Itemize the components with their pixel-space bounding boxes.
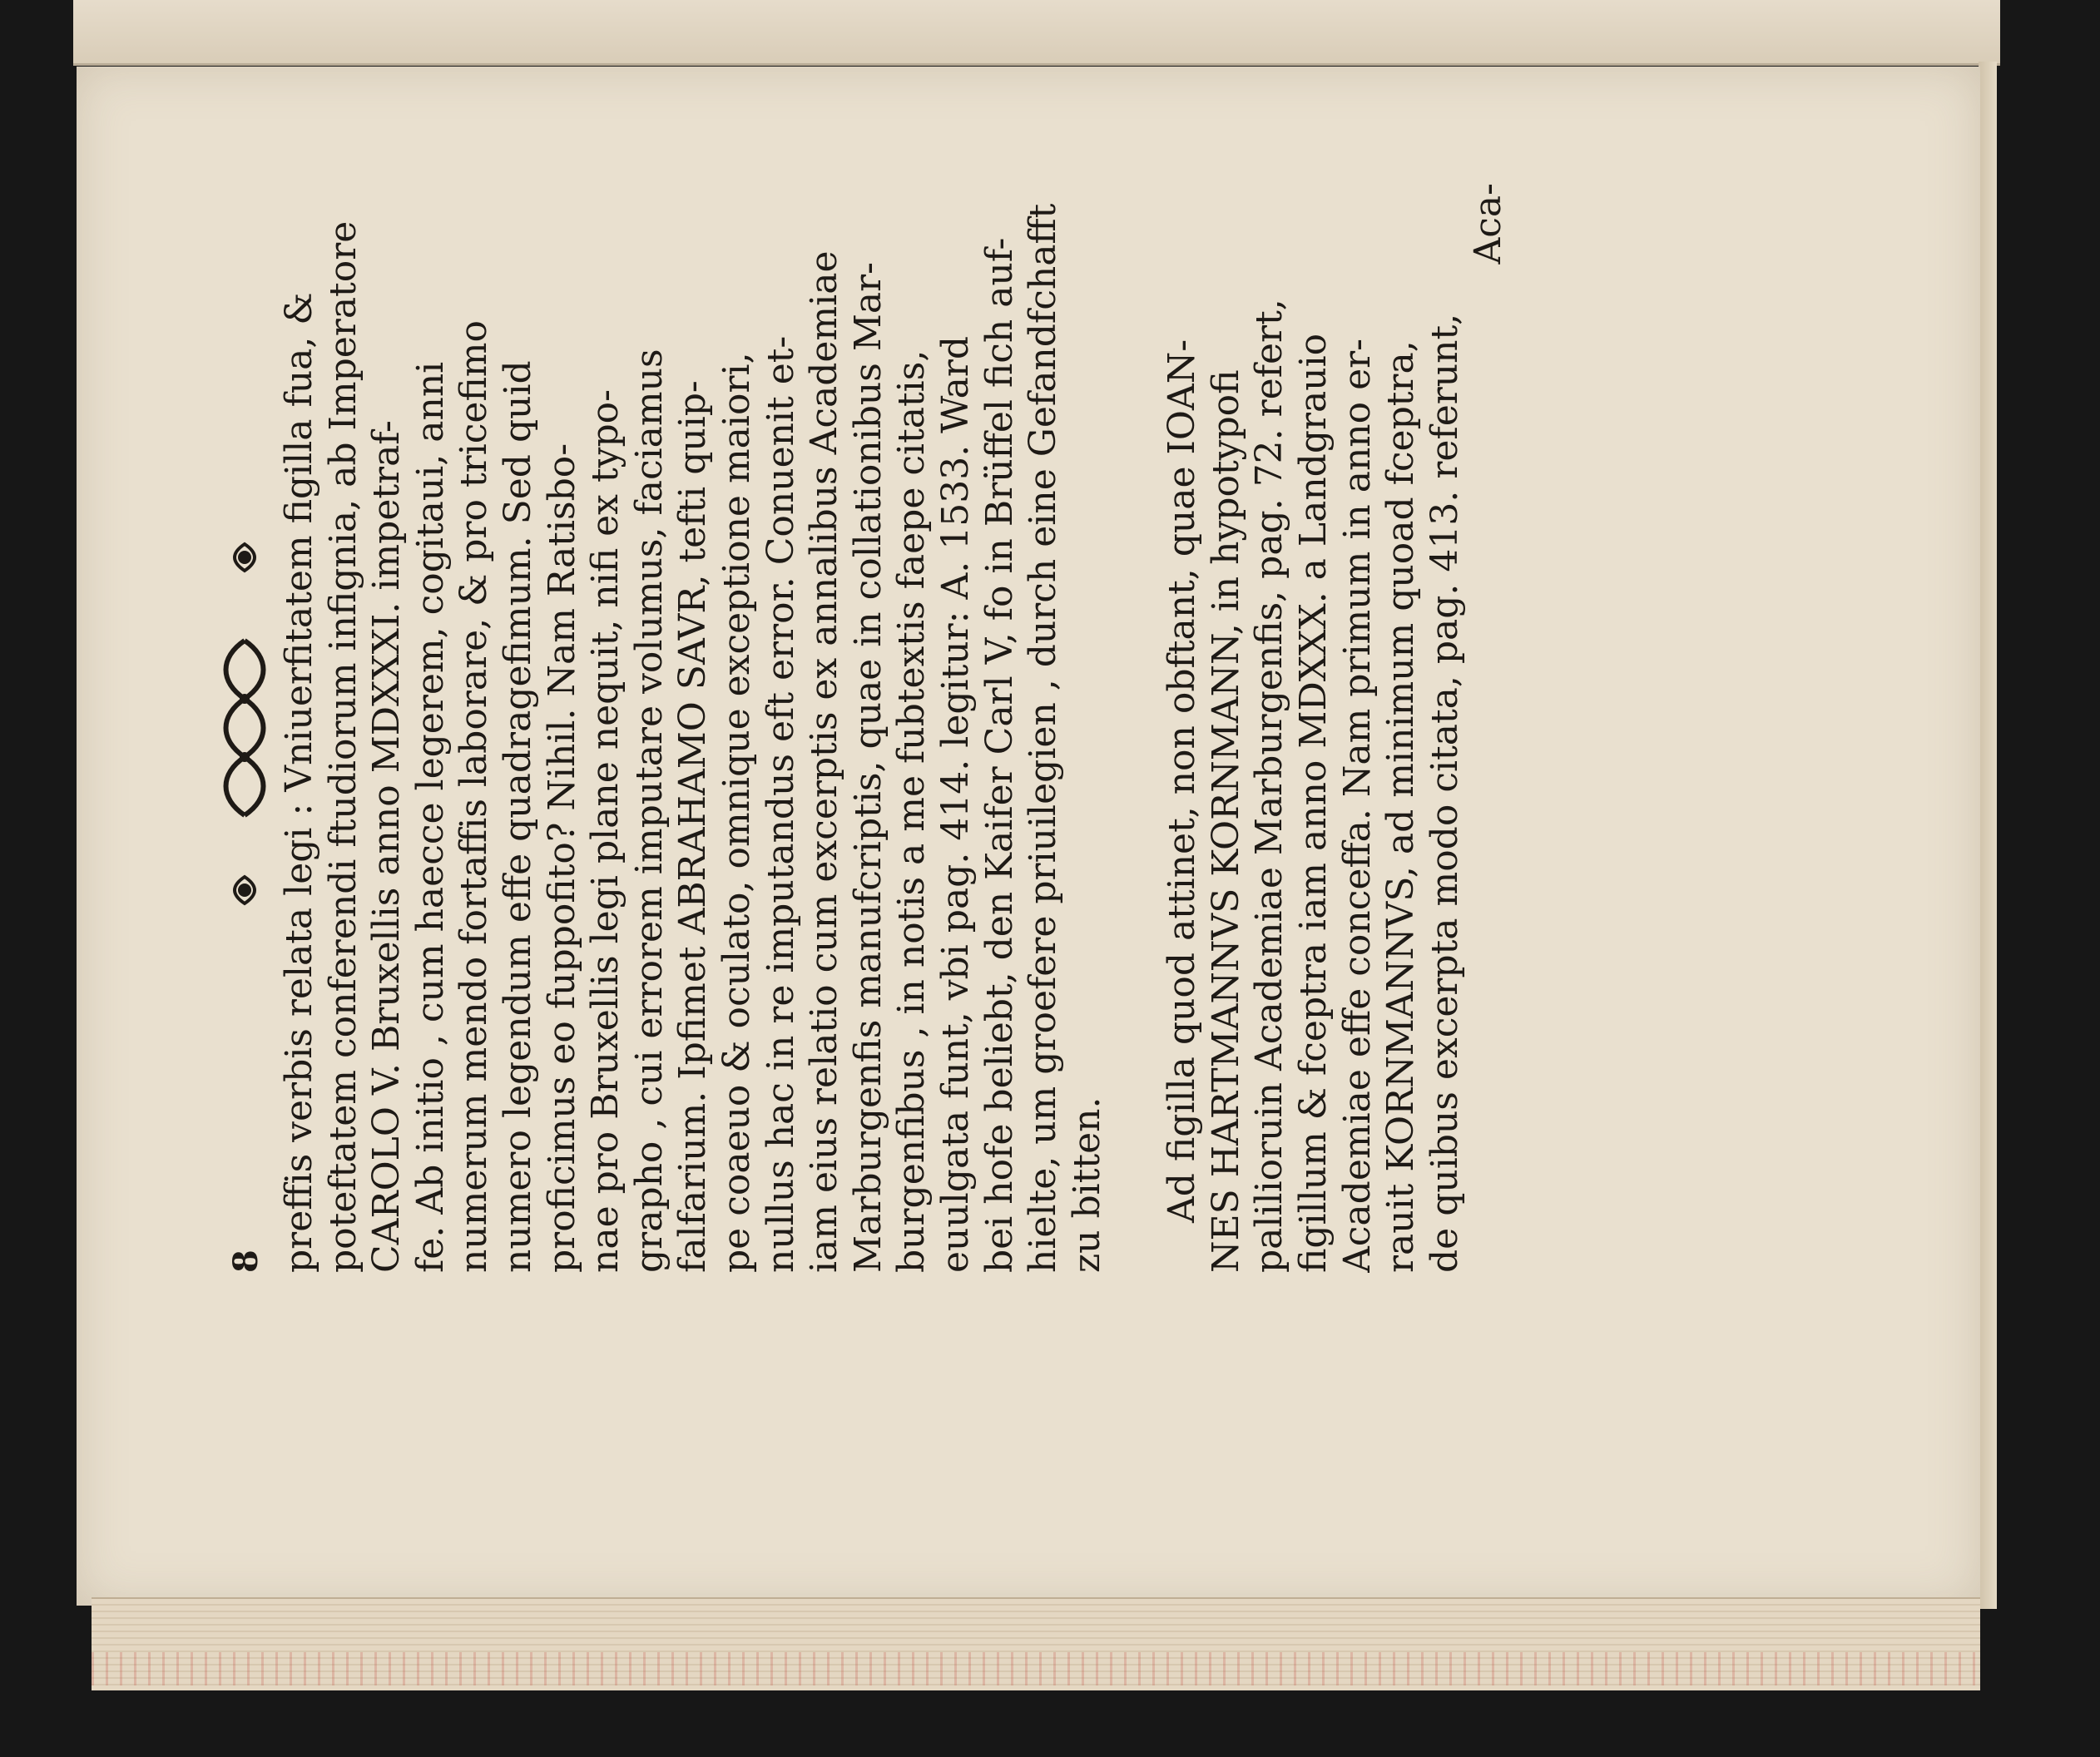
text-line: NES HARTMANNVS KORNMANN, in hypotypofi — [1204, 369, 1247, 1273]
text-line: numerum mendo fortaffis laborare, & pro tricefimo — [453, 319, 496, 1273]
text-line: burgenfibus , in notis a me fubtextis faepe citatis, — [890, 349, 934, 1273]
text-line: preffis verbis relata legi : Vniuerfitatem figilla fua, & — [278, 292, 320, 1273]
floral-headpiece-ornament — [220, 532, 270, 915]
text-line: iam eius relatio cum excerptis ex annalibus Academiae — [803, 250, 846, 1273]
text-line: Marburgenfis manufcriptis, quae in collationibus Mar- — [846, 261, 889, 1273]
text-line: proficimus eo fuppofito? Nihil. Nam Ratisbo- — [540, 443, 583, 1273]
sprinkled-edge-decoration — [92, 1652, 1980, 1685]
text-line: Academiae effe conceffa. Nam primum in anno er- — [1335, 338, 1379, 1273]
text-line: palilioruin Academiae Marburgenfis, pag. 72. refert, — [1248, 299, 1291, 1273]
book-block-edge — [92, 1597, 1980, 1690]
text-line: pe coaeuo & oculato, omnique exceptione maiori, — [715, 352, 758, 1273]
rotated-text-block — [225, 183, 1672, 1273]
text-line: euulgata funt, vbi pag. 414. legitur: A. 1533. Ward — [934, 335, 977, 1273]
text-line: zu bitten. — [1065, 1096, 1108, 1273]
text-line: grapho , cui errorem imputare volumus, faciamus — [627, 349, 671, 1273]
text-line: bei hofe beliebt, den Kaifer Carl V, fo in Brüffel fich auf- — [978, 237, 1021, 1273]
text-line: numero legendum effe quadragefimum. Sed quid — [496, 360, 539, 1273]
paragraph-2 — [1161, 183, 1511, 1273]
catchword: Aca- — [1467, 183, 1510, 265]
page-fore-edge — [1979, 62, 1997, 1609]
running-head — [225, 183, 278, 1273]
text-line: CAROLO V. Bruxellis anno MDXXXI. impetraf- — [365, 420, 409, 1273]
text-line: de quibus excerpta modo citata, pag. 413. referunt, — [1423, 313, 1466, 1273]
text-line: rauit KORNMANNVS, ad minimum quoad fceptra, — [1379, 340, 1423, 1273]
text-line: Ad figilla quod attinet, non obftant, quae IOAN- — [1161, 339, 1204, 1223]
previous-page-edge — [73, 0, 2000, 66]
text-line: falfarium. Ipfimet ABRAHAMO SAVR, tefti quip- — [671, 380, 715, 1273]
paragraph-gap — [1109, 183, 1161, 1273]
paragraph-1 — [278, 183, 1109, 1273]
text-line: figillum & fceptra iam anno MDXXX. a Landgrauio — [1292, 333, 1335, 1273]
page-number: 8 — [226, 1250, 265, 1273]
text-line: fe. Ab initio , cum haecce legerem, cogitaui, anni — [409, 361, 452, 1273]
text-line: nullus hac in re imputandus eft error. Conuenit et- — [759, 335, 802, 1273]
text-line: nae pro Bruxellis legi plane nequit, nifi ex typo- — [584, 389, 627, 1273]
text-line: poteftatem conferendi ftudiorum infignia, ab Imperatore — [321, 220, 364, 1273]
text-line: hielte, um groefere priuilegien , durch eine Gefandfchafft — [1022, 203, 1065, 1273]
